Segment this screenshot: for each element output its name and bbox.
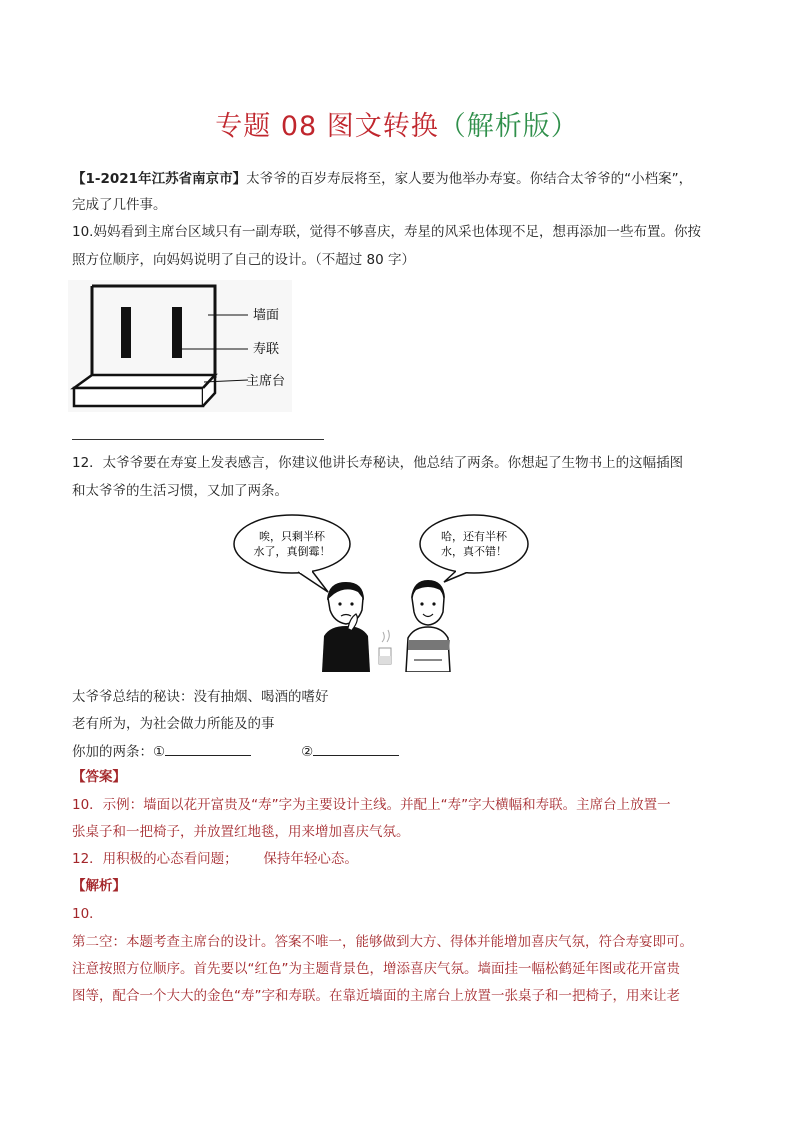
bubble-tail-mask-right [456, 568, 468, 572]
q10-line-2: 照方位顺序，向妈妈说明了自己的设计。（不超过 80 字） [72, 252, 416, 268]
page-title [0, 104, 794, 143]
bubble-right-text-1: 哈，还有半杯 [441, 530, 507, 543]
intro-line [72, 169, 732, 189]
label-stage: 主席台 [246, 374, 286, 389]
mark-2: ② [301, 744, 314, 760]
intro-text: 太爷爷的百岁寿辰将至，家人要为他举办寿宴。你结合太爷爷的“小档案”， [246, 171, 693, 187]
blank-1 [165, 741, 251, 756]
stage-diagram [68, 280, 298, 415]
q10-line-1: 10.妈妈看到主席台区域只有一副寿联，觉得不够喜庆，寿星的风采也体现不足，想再添加一些布置。你按 [72, 224, 701, 240]
q12-line-1: 12．太爷爷要在寿宴上发表感言，你建议他讲长寿秘诀，他总结了两条。你想起了生物书上的这幅插图 [72, 455, 684, 471]
bubble-tail-left [298, 571, 328, 592]
bubble-tail-right [444, 571, 468, 582]
answer-blank-line [72, 439, 324, 440]
stage-front [74, 388, 203, 406]
half-glass-illustration [230, 500, 530, 672]
q12-line-2: 和太爷爷的生活习惯，又加了两条。 [72, 483, 288, 499]
answer-12: 12．用积极的心态看问题； 保持年轻心态。 [72, 851, 358, 867]
analysis-line-1: 第二空：本题考查主席台的设计。答案不唯一，能够做到大方、得体并能增加喜庆气氛，符合寿宴即可。 [72, 934, 693, 950]
answer-10-line-1: 10．示例：墙面以花开富贵及“寿”字为主要设计主线。并配上“寿”字大横幅和寿联。主席台上放置一 [72, 797, 671, 813]
source-tag: 【1-2021年江苏省南京市】 [72, 171, 247, 187]
analysis-line-3: 图等，配合一个大大的金色“寿”字和寿联。在靠近墙面的主席台上放置一张桌子和一把椅子，用来让老 [72, 988, 680, 1004]
secret-line-2: 老有所为，为社会做力所能及的事 [72, 716, 275, 732]
secret-line-1: 太爷爷总结的秘诀：没有抽烟、喝酒的嗜好 [72, 689, 329, 705]
optimist-boy [406, 580, 450, 672]
answer-10-line-2: 张桌子和一把椅子，并放置红地毯，用来增加喜庆气氛。 [72, 824, 410, 840]
answer-header: 【答案】 [72, 769, 126, 785]
title-main: 专题 08 图文转换 [215, 111, 439, 142]
half-glass [379, 630, 391, 664]
speech-bubble-left [234, 515, 350, 573]
analysis-line-2: 注意按照方位顺序。首先要以“红色”为主题背景色，增添喜庆气氛。墙面挂一幅松鹤延年图或花开富贵 [72, 961, 680, 977]
label-wall: 墙面 [253, 308, 280, 323]
stage-top [74, 375, 215, 388]
title-paren: （解析版） [438, 111, 579, 142]
label-couplet: 寿联 [253, 342, 280, 357]
added-secrets-line [72, 741, 732, 762]
bubble-left-text-1: 唉，只剩半杯 [259, 530, 325, 543]
couplet-right [172, 307, 182, 358]
couplet-left [121, 307, 131, 358]
blank-2 [313, 741, 399, 756]
pessimist-boy [322, 582, 370, 672]
analysis-header: 【解析】 [72, 878, 126, 894]
bubble-left-text-2: 水了，真倒霉！ [253, 545, 331, 558]
analysis-number: 10． [72, 906, 103, 922]
intro-line-2: 完成了几件事。 [72, 197, 167, 213]
speech-bubble-right [420, 515, 528, 573]
added-label: 你加的两条：① [72, 744, 166, 760]
bubble-right-text-2: 水，真不错！ [441, 545, 507, 558]
bubble-tail-mask-left [300, 569, 312, 573]
